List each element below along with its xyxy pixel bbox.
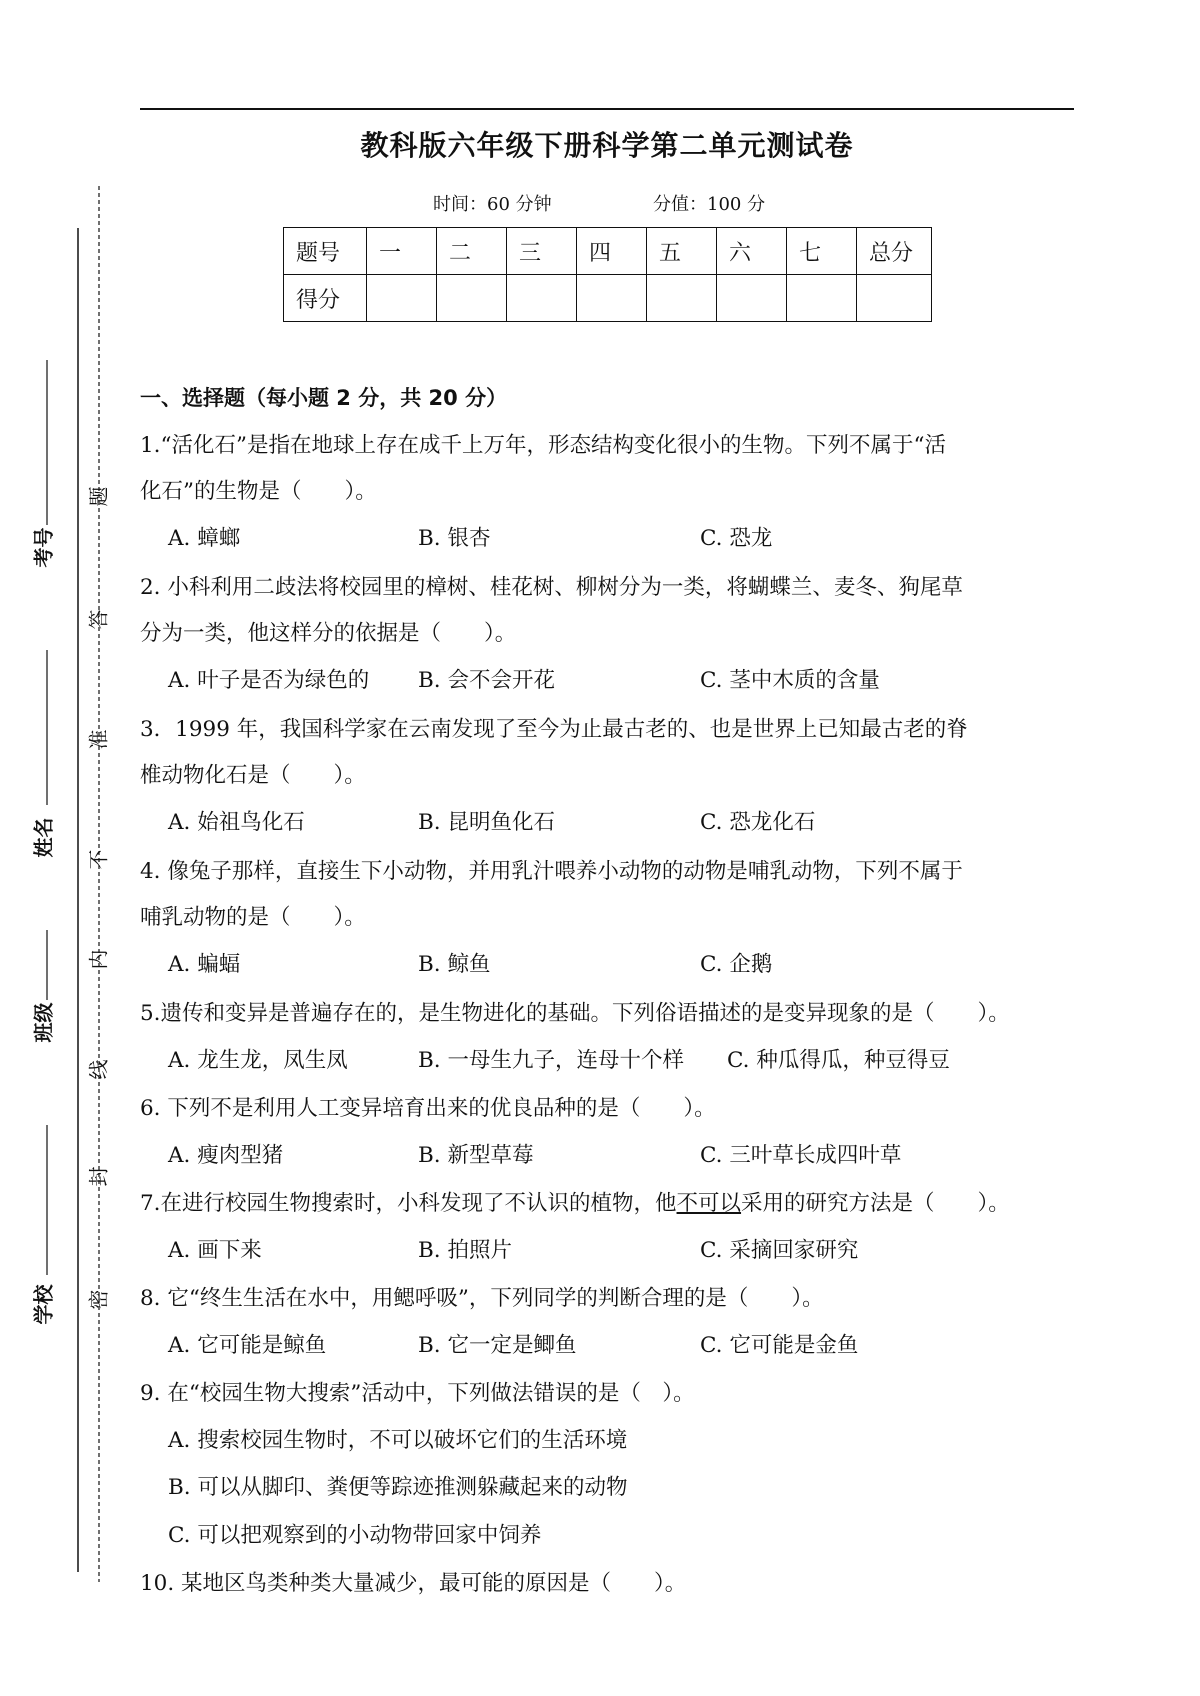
score-cell — [787, 275, 857, 322]
score-cell — [647, 275, 717, 322]
seal-char: 不 — [86, 849, 111, 870]
time-label: 时间：60 分钟 — [433, 194, 552, 215]
question-3-line-1: 3．1999 年，我国科学家在云南发现了至今为止最古老的、也是世界上已知最古老的脊 — [140, 717, 968, 742]
question-5-option-c: C. 种瓜得瓜，种豆得豆 — [727, 1048, 950, 1073]
exam-number-label: 考号 — [31, 527, 56, 568]
question-8-option-c: C. 它可能是金鱼 — [700, 1333, 859, 1358]
section-heading: 一、选择题（每小题 2 分，共 20 分） — [140, 386, 508, 410]
question-2-option-a: A. 叶子是否为绿色的 — [168, 668, 370, 693]
question-6-line-1: 6. 下列不是利用人工变异培育出来的优良品种的是（ ）。 — [140, 1096, 716, 1121]
class-label: 班级 — [31, 1002, 56, 1043]
binding-lines — [0, 0, 140, 1696]
name-label: 姓名 — [31, 817, 56, 858]
question-7-line-1 — [140, 1186, 1010, 1217]
question-7-emphasis: 不可以 — [676, 1191, 742, 1216]
question-9-line-1: 9. 在“校园生物大搜索”活动中，下列做法错误的是（ ）。 — [140, 1381, 695, 1406]
table-cell: 题号 — [284, 228, 367, 275]
question-1-option-b: B. 银杏 — [418, 526, 491, 551]
question-7-option-c: C. 采摘回家研究 — [700, 1238, 859, 1263]
seal-char: 封 — [86, 1166, 111, 1187]
question-8-option-a: A. 它可能是鲸鱼 — [168, 1333, 327, 1358]
seal-char: 密 — [86, 1289, 111, 1310]
question-4-option-a: A. 蝙蝠 — [168, 952, 241, 977]
table-cell: 总分 — [857, 228, 932, 275]
question-2-line-1: 2. 小科利用二歧法将校园里的樟树、桂花树、柳树分为一类，将蝴蝶兰、麦冬、狗尾草 — [140, 575, 963, 600]
question-10-line-1: 10. 某地区鸟类种类大量减少，最可能的原因是（ ）。 — [140, 1571, 687, 1596]
question-9-option-c: C. 可以把观察到的小动物带回家中饲养 — [168, 1523, 542, 1548]
score-table — [283, 227, 932, 322]
question-4-line-2: 哺乳动物的是（ ）。 — [140, 905, 366, 930]
question-5-option-b: B. 一母生九子，连母十个样 — [418, 1048, 684, 1073]
score-table-score-row — [284, 275, 932, 322]
question-2-option-c: C. 茎中木质的含量 — [700, 668, 880, 693]
question-5-line-1: 5.遗传和变异是普遍存在的，是生物进化的基础。下列俗语描述的是变异现象的是（ ）。 — [140, 1001, 1010, 1026]
question-3-option-c: C. 恐龙化石 — [700, 810, 816, 835]
question-9-option-a: A. 搜索校园生物时，不可以破坏它们的生活环境 — [168, 1428, 628, 1453]
seal-char: 准 — [86, 729, 111, 750]
question-6-option-c: C. 三叶草长成四叶草 — [700, 1143, 902, 1168]
question-1-option-a: A. 蟑螂 — [168, 526, 241, 551]
table-cell: 七 — [787, 228, 857, 275]
score-cell — [577, 275, 647, 322]
question-1-option-c: C. 恐龙 — [700, 526, 773, 551]
score-cell — [367, 275, 437, 322]
binding-margin — [0, 0, 140, 1696]
school-label: 学校 — [31, 1284, 56, 1325]
question-9-option-b: B. 可以从脚印、粪便等踪迹推测躲藏起来的动物 — [168, 1475, 628, 1500]
question-3-option-b: B. 昆明鱼化石 — [418, 810, 555, 835]
seal-char: 内 — [86, 949, 111, 970]
question-7-option-a: A. 画下来 — [168, 1238, 262, 1263]
question-4-option-b: B. 鲸鱼 — [418, 952, 491, 977]
question-7-text-pre: 7.在进行校园生物搜索时，小科发现了不认识的植物，他 — [140, 1191, 677, 1216]
table-cell: 四 — [577, 228, 647, 275]
question-7-option-b: B. 拍照片 — [418, 1238, 512, 1263]
table-cell: 一 — [367, 228, 437, 275]
question-6-option-b: B. 新型草莓 — [418, 1143, 534, 1168]
question-6-option-a: A. 瘦肉型猪 — [168, 1143, 284, 1168]
score-cell — [717, 275, 787, 322]
seal-char: 答 — [86, 609, 111, 630]
score-cell — [857, 275, 932, 322]
score-label: 分值：100 分 — [653, 194, 766, 215]
question-4-option-c: C. 企鹅 — [700, 952, 773, 977]
question-1-line-1: 1.“活化石”是指在地球上存在成千上万年，形态结构变化很小的生物。下列不属于“活 — [140, 433, 946, 458]
score-cell — [507, 275, 577, 322]
top-rule — [140, 108, 1074, 110]
table-cell: 得分 — [284, 275, 367, 322]
seal-char: 线 — [86, 1059, 111, 1080]
question-1-line-2: 化石”的生物是（ ）。 — [140, 479, 377, 504]
question-3-option-a: A. 始祖鸟化石 — [168, 810, 305, 835]
question-8-line-1: 8. 它“终生生活在水中，用鳃呼吸”，下列同学的判断合理的是（ ）。 — [140, 1286, 824, 1311]
score-cell — [437, 275, 507, 322]
table-cell: 五 — [647, 228, 717, 275]
question-2-option-b: B. 会不会开花 — [418, 668, 555, 693]
question-2-line-2: 分为一类，他这样分的依据是（ ）。 — [140, 621, 517, 646]
score-table-header-row — [284, 228, 932, 275]
question-4-line-1: 4. 像兔子那样，直接生下小动物，并用乳汁喂养小动物的动物是哺乳动物，下列不属于 — [140, 859, 963, 884]
page-title: 教科版六年级下册科学第二单元测试卷 — [360, 129, 854, 162]
table-cell: 二 — [437, 228, 507, 275]
table-cell: 六 — [717, 228, 787, 275]
table-cell: 三 — [507, 228, 577, 275]
question-3-line-2: 椎动物化石是（ ）。 — [140, 763, 366, 788]
seal-char: 题 — [86, 486, 111, 507]
question-7-text-post: 采用的研究方法是（ ）。 — [741, 1191, 1010, 1216]
question-8-option-b: B. 它一定是鲫鱼 — [418, 1333, 577, 1358]
question-5-option-a: A. 龙生龙，凤生凤 — [168, 1048, 348, 1073]
